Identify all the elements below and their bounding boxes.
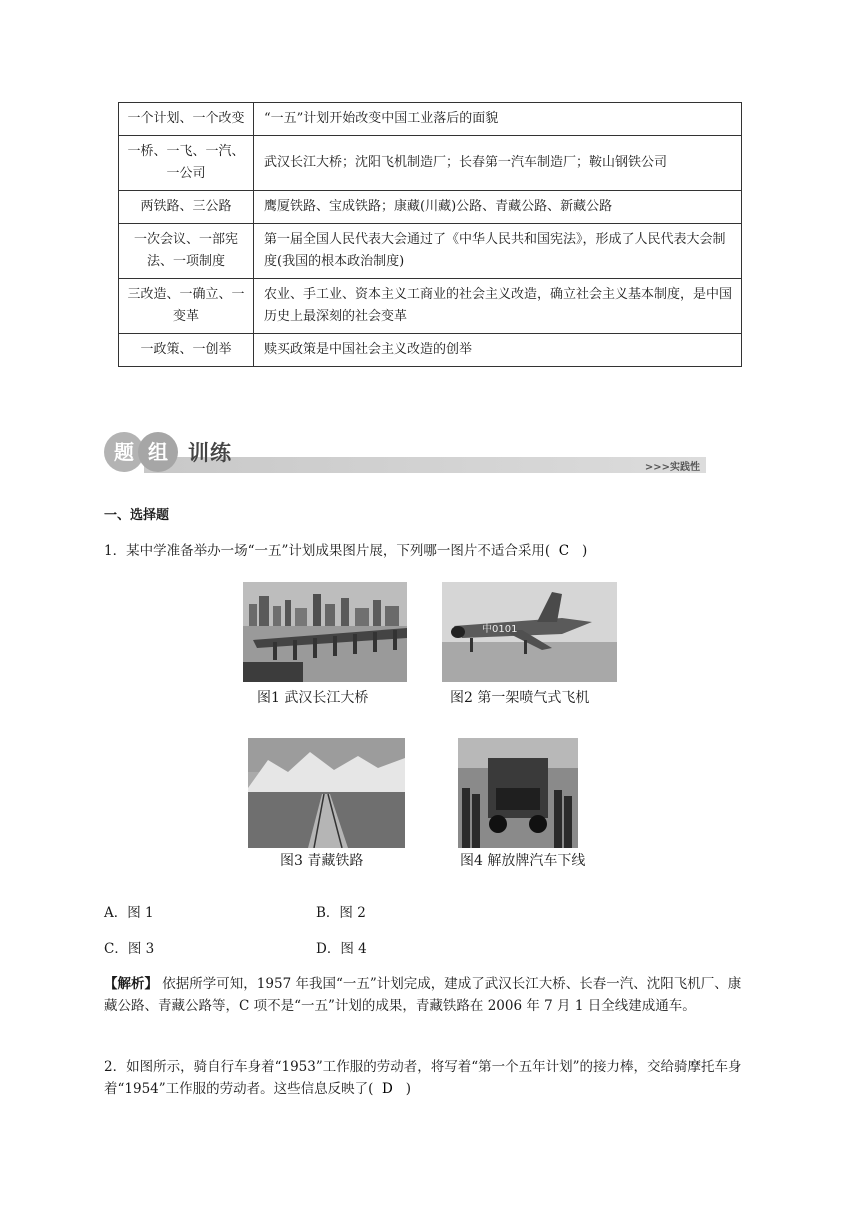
table-row xyxy=(119,191,742,224)
question-1-answer-letter: C xyxy=(558,543,570,559)
truck-image xyxy=(458,738,578,848)
section-heading: 一、选择题 xyxy=(104,508,170,523)
question-1-close: ) xyxy=(581,543,588,559)
option-d[interactable]: D．图 4 xyxy=(316,941,367,957)
question-1-text: 1．某中学准备举办一场“一五”计划成果图片展，下列哪一图片不适合采用( xyxy=(104,543,551,559)
row-key: 三改造、一确立、一变革 xyxy=(119,279,254,334)
option-a[interactable]: A．图 1 xyxy=(104,905,154,921)
summary-table xyxy=(118,102,742,367)
analysis-label: 【解析】 xyxy=(104,976,158,992)
row-value: 鹰厦铁路、宝成铁路；康藏(川藏)公路、青藏公路、新藏公路 xyxy=(254,191,742,224)
row-value: “一五”计划开始改变中国工业落后的面貌 xyxy=(254,103,742,136)
row-value: 农业、手工业、资本主义工商业的社会主义改造，确立社会主义基本制度，是中国历史上最深刻的社会变革 xyxy=(254,279,742,334)
bridge-photo xyxy=(243,582,407,682)
figure-3-caption: 图3 青藏铁路 xyxy=(280,853,364,869)
table-row xyxy=(119,136,742,191)
jet-image xyxy=(442,582,617,682)
row-key: 两铁路、三公路 xyxy=(119,191,254,224)
banner-circle-1: 题 xyxy=(104,432,144,472)
question-2-text: 2．如图所示，骑自行车身着“1953”工作服的劳动者，将写着“第一个五年计划”的接力棒，交给骑摩托车身着“1954”工作服的劳动者。这些信息反映了( xyxy=(104,1059,742,1097)
row-key: 一次会议、一部宪法、一项制度 xyxy=(119,224,254,279)
figure-1-caption: 图1 武汉长江大桥 xyxy=(257,690,369,706)
table-row xyxy=(119,103,742,136)
option-c[interactable]: C．图 3 xyxy=(104,941,155,957)
table-row xyxy=(119,334,742,367)
banner-tag: >>>实践性 xyxy=(644,462,700,473)
analysis xyxy=(104,973,744,1017)
banner-circle-2: 组 xyxy=(138,432,178,472)
figure-4-caption: 图4 解放牌汽车下线 xyxy=(460,853,586,869)
jet-photo xyxy=(442,582,617,682)
question-2-answer xyxy=(373,1081,405,1097)
banner-title: 训练 xyxy=(188,441,232,465)
question-1 xyxy=(104,540,587,562)
row-key: 一政策、一创举 xyxy=(119,334,254,367)
option-b[interactable]: B．图 2 xyxy=(316,905,366,921)
row-value: 第一届全国人民代表大会通过了《中华人民共和国宪法》，形成了人民代表大会制度(我国的根本政治制度) xyxy=(254,224,742,279)
question-2 xyxy=(104,1056,744,1100)
figure-2-caption: 图2 第一架喷气式飞机 xyxy=(450,690,590,706)
railway-image xyxy=(248,738,405,848)
analysis-text: 依据所学可知，1957 年我国“一五”计划完成，建成了武汉长江大桥、长春一汽、沈阳飞机厂、康藏公路、青藏公路等，C 项不是“一五”计划的成果，青藏铁路在 2006 年 7 月 1 日全线建成通车。 xyxy=(104,976,742,1014)
row-value: 武汉长江大桥；沈阳飞机制造厂；长春第一汽车制造厂；鞍山钢铁公司 xyxy=(254,136,742,191)
row-key: 一个计划、一个改变 xyxy=(119,103,254,136)
row-value: 赎买政策是中国社会主义改造的创举 xyxy=(254,334,742,367)
question-1-answer xyxy=(550,543,582,559)
table-row xyxy=(119,279,742,334)
exercise-banner xyxy=(104,432,706,476)
table-row xyxy=(119,224,742,279)
bridge-image xyxy=(243,582,407,682)
truck-photo xyxy=(458,738,578,848)
row-key: 一桥、一飞、一汽、一公司 xyxy=(119,136,254,191)
question-2-answer-letter: D xyxy=(382,1081,393,1097)
jet-mark: 中0101 xyxy=(482,624,518,635)
question-2-close: ) xyxy=(405,1081,412,1097)
railway-photo xyxy=(248,738,405,848)
